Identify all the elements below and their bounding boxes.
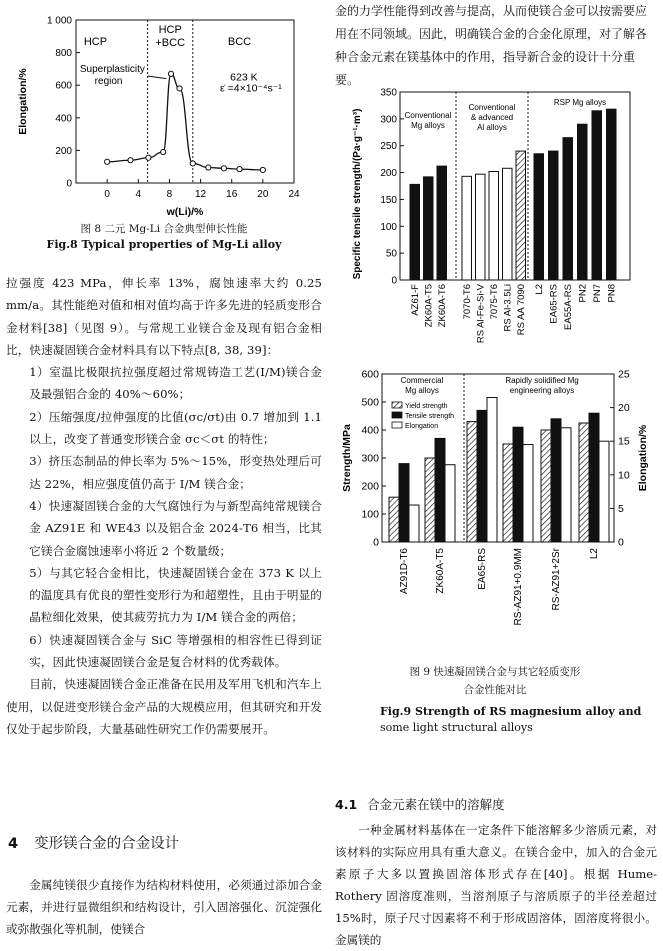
paragraph: 金属纯镁很少直接作为结构材料使用，必须通过添加合金元素，并进行显微组织和结构设计，引入固溶强化、沉淀强化或弥散强化等机制，使镁合 xyxy=(6,878,322,936)
y-tick-label: 600 xyxy=(361,368,379,381)
group-label: RSP Mg alloys xyxy=(553,98,607,107)
bar-yield xyxy=(503,444,513,542)
section-number: 4 xyxy=(8,836,19,852)
region-label-hcp-bcc: HCP xyxy=(158,24,182,36)
x-tick-label: 7070-T6 xyxy=(461,284,473,320)
group-label: Commercial xyxy=(400,376,444,385)
data-point xyxy=(168,71,173,76)
group-label: Mg alloys xyxy=(411,121,445,130)
fig9-top-chart xyxy=(330,86,660,348)
y2-tick-label: 0 xyxy=(618,536,624,549)
bar-yield xyxy=(389,497,399,542)
bar-yield xyxy=(579,423,589,542)
fig9-caption-zh: 图 9 快速凝固镁合金与其它轻质变形 xyxy=(409,666,581,678)
y-axis-label: Elongation/% xyxy=(17,68,29,135)
x-tick-label: PN8 xyxy=(606,284,618,303)
bar xyxy=(563,138,573,280)
section-4-1 xyxy=(335,795,657,951)
annotation-pointer xyxy=(148,76,167,79)
x-tick-label: PN2 xyxy=(577,284,589,303)
list-item: 1）室温比极限抗拉强度超过常规铸造工艺(I/M)镁合金及最强铝合金的 40%～60%； xyxy=(29,365,322,402)
y2-tick-label: 5 xyxy=(618,502,624,515)
section-heading-4 xyxy=(8,832,179,853)
data-point xyxy=(146,155,151,160)
bar-tensile xyxy=(513,427,523,542)
y-tick-label: 350 xyxy=(380,87,397,99)
region-label-hcp-bcc-2: +BCC xyxy=(155,37,186,49)
data-point xyxy=(206,165,211,170)
bar xyxy=(516,151,526,280)
y-tick-label: 50 xyxy=(385,248,397,260)
data-point xyxy=(177,86,182,91)
y-tick-label: 400 xyxy=(55,113,72,125)
x-tick-label: RS Al-Fe-Si-V xyxy=(475,284,487,344)
subsection-number: 4.1 xyxy=(335,797,358,812)
bar-yield xyxy=(425,458,435,542)
y-axis-label: Specific tensile strength/(Pa·g⁻¹·m³) xyxy=(352,108,363,280)
x-tick-label: 7075-T6 xyxy=(488,284,500,320)
y-tick-label: 200 xyxy=(361,480,379,493)
y-tick-label: 0 xyxy=(373,536,379,549)
bar-elongation xyxy=(487,398,497,542)
fig8-caption xyxy=(8,222,320,252)
bar xyxy=(503,168,513,280)
x-tick-label: RS Al-3.5Li xyxy=(502,284,514,332)
x-tick-label: 8 xyxy=(166,189,173,200)
y-tick-label: 200 xyxy=(55,145,72,157)
y-tick-label: 100 xyxy=(361,508,379,521)
legend-swatch xyxy=(392,402,402,408)
section-title: 变形镁合金的合金设计 xyxy=(34,836,180,852)
paragraph: 目前，快速凝固镁合金正准备在民用及军用飞机和汽车上使用，以促进变形镁合金产品的大规模应用，但其研究和开发仅处于起步阶段，大量基础性研究工作仍需要展开。 xyxy=(6,677,322,736)
bar xyxy=(476,174,486,280)
group-label: Conventional xyxy=(468,103,516,112)
bar-elongation xyxy=(409,505,419,542)
bar xyxy=(489,171,499,280)
section-4-text xyxy=(6,874,322,940)
x-tick-label: L2 xyxy=(589,548,600,560)
bar-elongation xyxy=(523,445,533,542)
y-tick-label: 400 xyxy=(361,424,379,437)
list-item: 6）快速凝固镁合金与 SiC 等增强相的相容性已得到证实，因此快速凝固镁合金是复合材料的优秀载体。 xyxy=(29,632,322,670)
x-tick-label: ZK60A-T6 xyxy=(436,284,448,328)
x-tick-label: L2 xyxy=(533,284,545,295)
region-label-bcc: BCC xyxy=(227,36,252,48)
group-label: engineering alloys xyxy=(509,386,575,395)
bar-tensile xyxy=(589,413,599,542)
y-tick-label: 250 xyxy=(380,141,397,153)
y2-axis-label: Elongation/% xyxy=(637,424,649,492)
paragraph: 拉强度 423 MPa，伸长率 13%，腐蚀速率大约 0.25 mm/a。其性能绝对值和相对值均高于许多先进的轻质变形合金材料[38]（见图 9）。与常规工业镁合金及现有铝合金相比，快速凝固镁合金材料具有以下特点[8, 38, 39]： xyxy=(6,276,322,357)
x-tick-label: EA65-RS xyxy=(477,548,488,590)
bar xyxy=(437,166,447,280)
y-tick-label: 150 xyxy=(380,194,397,206)
x-tick-label: AZ61-F xyxy=(409,284,421,316)
fig9-caption-zh-2: 合金性能对比 xyxy=(463,684,527,696)
x-tick-label: 12 xyxy=(195,189,207,200)
x-tick-label: 0 xyxy=(104,189,110,200)
group-label: Rapidly solidified Mg xyxy=(505,376,579,385)
bar-elongation xyxy=(561,428,571,542)
subsection-title: 合金元素在镁中的溶解度 xyxy=(367,797,505,812)
bar-tensile xyxy=(551,419,561,542)
y-tick-label: 500 xyxy=(361,396,379,409)
y-axis-label: Strength/MPa xyxy=(341,424,353,492)
bar-tensile xyxy=(399,464,409,542)
legend-label: Elongation xyxy=(405,423,439,430)
y-tick-label: 800 xyxy=(55,48,72,60)
y-tick-label: 0 xyxy=(66,178,72,190)
fig9-caption-en: Fig.9 Strength of RS magnesium alloy and xyxy=(380,705,642,718)
fig8-caption-en: Fig.8 Typical properties of Mg-Li alloy xyxy=(46,238,282,251)
bar-yield xyxy=(541,430,551,542)
data-point xyxy=(161,149,166,154)
bar xyxy=(578,124,588,280)
data-point xyxy=(221,166,226,171)
strain-rate-label: ε̇ =4×10⁻⁴s⁻¹ xyxy=(220,82,282,95)
list-item: 4）快速凝固镁合金的大气腐蚀行为与新型高纯常规镁合金 AZ91E 和 WE43 以及铝合金 2024-T6 相当，比其它镁合金腐蚀速率小将近 2 个数量级； xyxy=(29,498,322,558)
temperature-label: 623 K xyxy=(230,71,258,84)
bar xyxy=(410,184,420,280)
x-tick-label: PN7 xyxy=(591,284,603,303)
bar-tensile xyxy=(435,438,445,542)
x-tick-label: 24 xyxy=(288,189,300,200)
subsection-heading xyxy=(335,795,657,813)
y2-tick-label: 10 xyxy=(618,469,630,482)
x-tick-label: AZ91D-T6 xyxy=(399,548,410,595)
data-point xyxy=(260,167,265,172)
group-label: Conventional xyxy=(404,111,452,120)
x-tick-label: RS-AZ91+0.9MM xyxy=(513,548,524,626)
fig9-caption xyxy=(330,662,660,736)
data-point xyxy=(237,167,242,172)
fig8-chart xyxy=(8,8,308,258)
x-tick-label: ZK60A-T5 xyxy=(435,548,446,594)
bar-elongation xyxy=(599,441,609,542)
paragraph: 一种金属材料基体在一定条件下能溶解多少溶质元素，对该材料的实际应用具有重大意义。在镁合金中，加入的合金元素原子大多以置换固溶体形式存在[40]。根据 Hume-Rothery 固溶度准则，当溶剂原子与溶质原子的半径差超过 15%时，原子尺寸因素将不利于形成固溶体，固溶度将很小。金属镁的 xyxy=(335,823,657,947)
group-label: Al alloys xyxy=(477,123,507,132)
legend-swatch xyxy=(392,412,402,418)
x-tick-label: EA65-RS xyxy=(548,284,560,324)
fig8-caption-zh: 图 8 二元 Mg-Li 合金典型伸长性能 xyxy=(80,223,248,235)
x-tick-label: 4 xyxy=(135,189,142,200)
group-label: & advanced xyxy=(470,113,514,122)
annotation-superplasticity: Superplasticity xyxy=(79,64,145,75)
legend-label: Yield strength xyxy=(405,403,448,410)
x-tick-label: EA55A-RS xyxy=(562,284,574,330)
right-intro-text: 金的力学性能得到改善与提高，从而使镁合金可以按需要应用在不同领域。因此，明确镁合金的合金化原理，对了解各种合金元素在镁基体中的作用，指导新合金的设计十分重要。 xyxy=(335,4,648,87)
y-tick-label: 1 000 xyxy=(46,15,72,27)
y2-tick-label: 15 xyxy=(618,435,630,448)
list-item: 2）压缩强度/拉伸强度的比值(σc/σt)由 0.7 增加到 1.1 以上，改变了普通变形镁合金 σc＜σt 的特性； xyxy=(29,409,322,447)
list-item: 3）挤压态制品的伸长率为 5%～15%，形变热处理后可达 22%，相应强度值仍高于 I/M 镁合金； xyxy=(29,454,322,491)
bar-tensile xyxy=(477,410,487,542)
data-point xyxy=(190,161,195,166)
x-tick-label: ZK60A-T5 xyxy=(423,284,435,328)
x-tick-label: 16 xyxy=(226,189,238,200)
y2-tick-label: 20 xyxy=(618,402,630,415)
left-column-text xyxy=(6,272,322,740)
y-tick-label: 100 xyxy=(380,221,397,233)
bar xyxy=(607,109,617,280)
fig9-caption-en-2: some light structural alloys xyxy=(380,721,533,734)
data-point xyxy=(105,159,110,164)
x-tick-label: RS-AZ91+2Sr xyxy=(551,548,562,611)
bar-yield xyxy=(467,422,477,542)
x-axis-label: w(Li)/% xyxy=(166,206,204,218)
x-tick-label: 20 xyxy=(257,189,269,200)
bar xyxy=(424,177,434,280)
y-tick-label: 300 xyxy=(380,114,397,126)
legend-label: Tensile strength xyxy=(405,413,455,420)
x-tick-label: RS AA 7090 xyxy=(515,284,527,336)
bar xyxy=(592,111,602,280)
y2-tick-label: 25 xyxy=(618,368,630,381)
fig9-bottom-chart xyxy=(330,352,660,652)
y-tick-label: 300 xyxy=(361,452,379,465)
bar-elongation xyxy=(445,465,455,542)
annotation-region: region xyxy=(94,76,123,87)
list-item: 5）与其它轻合金相比，快速凝固镁合金在 373 K 以上的温度具有优良的塑性变形行为和超塑性，且由于明显的晶粒细化效果，使其疲劳抗力为 I/M 镁合金的两倍； xyxy=(29,565,322,625)
bar xyxy=(462,176,472,280)
legend-swatch xyxy=(392,422,402,428)
bar xyxy=(549,151,559,280)
region-label-hcp: HCP xyxy=(83,36,108,48)
y-tick-label: 600 xyxy=(55,80,72,92)
group-label: Mg alloys xyxy=(405,386,439,395)
data-point xyxy=(128,158,133,163)
y-tick-label: 0 xyxy=(391,275,397,287)
bar xyxy=(534,154,544,280)
y-tick-label: 200 xyxy=(380,168,397,180)
